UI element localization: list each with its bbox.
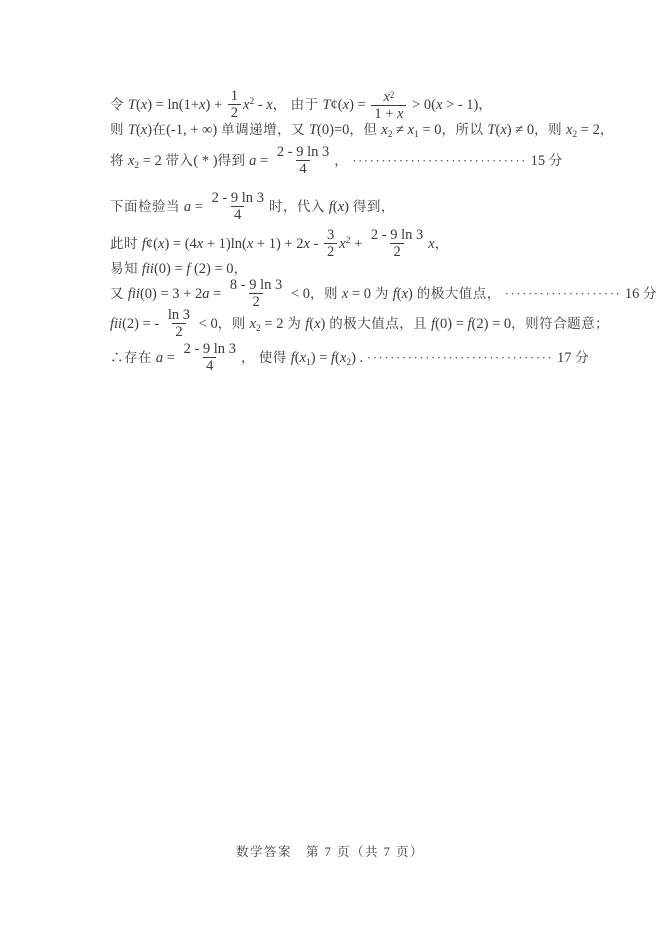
- fraction-denominator: [231, 206, 244, 223]
- math-text: f(0) = f(2) = 0: [431, 316, 512, 332]
- math-text: = 2: [577, 122, 600, 138]
- chinese-text: 得到: [217, 153, 246, 168]
- math-text: fii(0) = f (2) = 0: [141, 261, 234, 277]
- math-text: 3: [327, 227, 335, 244]
- chinese-text: 分: [642, 286, 657, 301]
- chinese-text: 的极大值点，且: [325, 316, 432, 331]
- math-fraction: [181, 341, 239, 374]
- fraction-numerator: [165, 307, 193, 323]
- math-text: 2 - 9 ln 3: [370, 227, 424, 244]
- subscript: 2: [572, 130, 578, 140]
- math-text: a =: [183, 199, 207, 215]
- fraction-denominator: [249, 293, 262, 310]
- math-text: = 2: [260, 316, 284, 332]
- math-text: T(x) = ln(1+x) +: [127, 97, 226, 113]
- math-text: x: [383, 88, 390, 105]
- chinese-text: 得到，: [348, 199, 395, 214]
- content-line: [110, 85, 596, 122]
- subscript: 2: [134, 161, 140, 171]
- chinese-text: ，则: [534, 122, 566, 137]
- fraction-numerator: [209, 190, 267, 206]
- math-text: 16: [621, 286, 643, 302]
- subscript: 2: [256, 324, 261, 334]
- math-text: T(0)=0: [308, 122, 350, 138]
- math-text: 2: [252, 294, 260, 311]
- math-text: x = 0: [341, 286, 371, 302]
- content-line: [110, 277, 657, 311]
- math-text: ) = f(x: [310, 350, 347, 366]
- math-fraction: [274, 144, 332, 177]
- chinese-text: ，则: [309, 286, 342, 301]
- subscript: 2: [387, 130, 393, 140]
- math-fraction: [324, 227, 337, 260]
- math-text: a =: [249, 153, 272, 169]
- chinese-text: 将: [110, 153, 128, 168]
- chinese-text: 分: [548, 153, 563, 168]
- content-line: [110, 119, 614, 140]
- math-text: - x: [254, 97, 273, 113]
- chinese-text: 为: [283, 316, 306, 331]
- content-line: [110, 341, 596, 375]
- math-text: x: [565, 122, 573, 138]
- math-text: T(x): [127, 122, 153, 138]
- fraction-numerator: [324, 227, 337, 243]
- math-text: ( * ): [193, 153, 218, 169]
- math-text: fii(2) = -: [110, 316, 163, 332]
- math-fraction: [368, 227, 426, 260]
- content-line: [110, 190, 596, 224]
- math-text: 2: [175, 324, 183, 341]
- fraction-denominator: [371, 105, 406, 122]
- chinese-text: 带入: [165, 153, 194, 168]
- math-text: = 0: [418, 122, 442, 138]
- fraction-denominator: [296, 160, 309, 177]
- subscript: 1: [414, 130, 419, 140]
- chinese-text: ，: [233, 261, 248, 276]
- chinese-text: ∴存在: [110, 350, 156, 365]
- chinese-text: 令: [110, 97, 128, 112]
- chinese-text: ，所以: [441, 122, 488, 137]
- subscript: 1: [306, 358, 311, 368]
- dotted-leader: ······························: [352, 153, 527, 168]
- fraction-numerator: [227, 277, 285, 293]
- fraction-numerator: [380, 88, 397, 105]
- chinese-text: 的极大值点，: [412, 286, 505, 301]
- math-text: 4: [234, 207, 242, 224]
- chinese-text: ， 由于: [272, 97, 323, 112]
- fraction-denominator: [172, 323, 185, 340]
- chinese-text: ，: [478, 97, 493, 112]
- math-text: = 2: [139, 153, 166, 169]
- math-text: x: [249, 316, 257, 332]
- math-text: < 0: [287, 286, 310, 302]
- math-text: 15: [526, 153, 549, 169]
- math-text: < 0: [195, 316, 218, 332]
- subscript: 2: [346, 358, 352, 368]
- math-text: 2: [393, 244, 401, 261]
- math-text: > 0(x > - 1): [408, 97, 479, 113]
- chinese-text: ，: [434, 236, 449, 251]
- chinese-text: ，但: [349, 122, 382, 137]
- math-text: T(x) ≠ 0: [487, 122, 535, 138]
- page-footer: 数学答案 第 7 页（共 7 页）: [235, 845, 424, 859]
- math-text: 4: [299, 161, 307, 178]
- fraction-numerator: [228, 88, 241, 104]
- math-fraction: [165, 307, 193, 340]
- superscript: 2: [345, 236, 351, 246]
- chinese-text: 为: [370, 286, 393, 301]
- chinese-text: ，: [334, 153, 353, 168]
- content-line: [110, 224, 596, 261]
- answer-solution-block: [110, 85, 657, 375]
- math-text: f(x): [328, 199, 349, 215]
- chinese-text: 时，代入: [268, 199, 329, 214]
- math-text: +: [350, 236, 366, 252]
- content-line: [110, 144, 596, 178]
- math-text: ln 3: [167, 307, 191, 324]
- math-text: a =: [155, 350, 179, 366]
- dotted-leader: ································: [366, 350, 554, 365]
- math-text: 8 - 9 ln 3: [229, 277, 283, 294]
- math-text: fii(0) = 3 + 2a =: [127, 286, 225, 302]
- fraction-denominator: [203, 357, 216, 374]
- math-text: x: [428, 236, 435, 252]
- math-text: 4: [206, 358, 214, 375]
- chinese-text: ，则: [217, 316, 250, 331]
- math-text: 2 - 9 ln 3: [183, 341, 236, 358]
- superscript: 2: [249, 97, 255, 107]
- math-text: 2: [327, 244, 335, 261]
- math-text: f(x): [392, 286, 413, 302]
- math-text: (-1, + ∞): [166, 122, 218, 138]
- chinese-text: 分: [575, 350, 590, 365]
- fraction-denominator: [390, 243, 403, 260]
- chinese-text: 下面检验当: [110, 199, 184, 214]
- math-text: x: [339, 236, 346, 252]
- math-text: f(x: [290, 350, 306, 366]
- math-text: ) .: [351, 350, 367, 366]
- chinese-text: 单调递增，又: [217, 122, 309, 137]
- math-text: 1: [230, 88, 238, 105]
- fraction-numerator: [181, 341, 239, 357]
- math-text: 2 - 9 ln 3: [211, 190, 264, 207]
- superscript: 2: [389, 89, 395, 100]
- math-text: 2 - 9 ln 3: [276, 144, 330, 161]
- content-line: [110, 307, 610, 341]
- math-text: 2: [230, 105, 238, 122]
- math-fraction: [227, 277, 285, 310]
- chinese-text: 易知: [110, 261, 142, 276]
- math-text: x: [243, 97, 250, 113]
- math-text: 17: [553, 350, 576, 366]
- math-fraction: [209, 190, 267, 223]
- math-text: 1 + x: [374, 105, 404, 122]
- chinese-text: 则: [110, 122, 128, 137]
- math-text: T¢(x) =: [322, 97, 370, 113]
- chinese-text: 在: [152, 122, 167, 137]
- math-text: x: [381, 122, 388, 138]
- content-line: [110, 258, 596, 279]
- chinese-text: ，则符合题意；: [511, 316, 610, 331]
- math-text: x: [127, 153, 135, 169]
- math-text: f¢(x) = (4x + 1)ln(x + 1) + 2x -: [141, 236, 323, 252]
- fraction-numerator: [274, 144, 332, 160]
- fraction-denominator: [228, 104, 241, 121]
- chinese-text: ，: [599, 122, 614, 137]
- fraction-denominator: [324, 243, 337, 260]
- math-text: ≠ x: [392, 122, 415, 138]
- chinese-text: 又: [110, 286, 128, 301]
- fraction-numerator: [368, 227, 426, 243]
- math-fraction: [228, 88, 241, 121]
- math-text: f(x): [305, 316, 326, 332]
- math-fraction: [371, 88, 406, 122]
- chinese-text: ， 使得: [240, 350, 291, 365]
- chinese-text: 此时: [110, 236, 142, 251]
- dotted-leader: ····················: [504, 286, 622, 301]
